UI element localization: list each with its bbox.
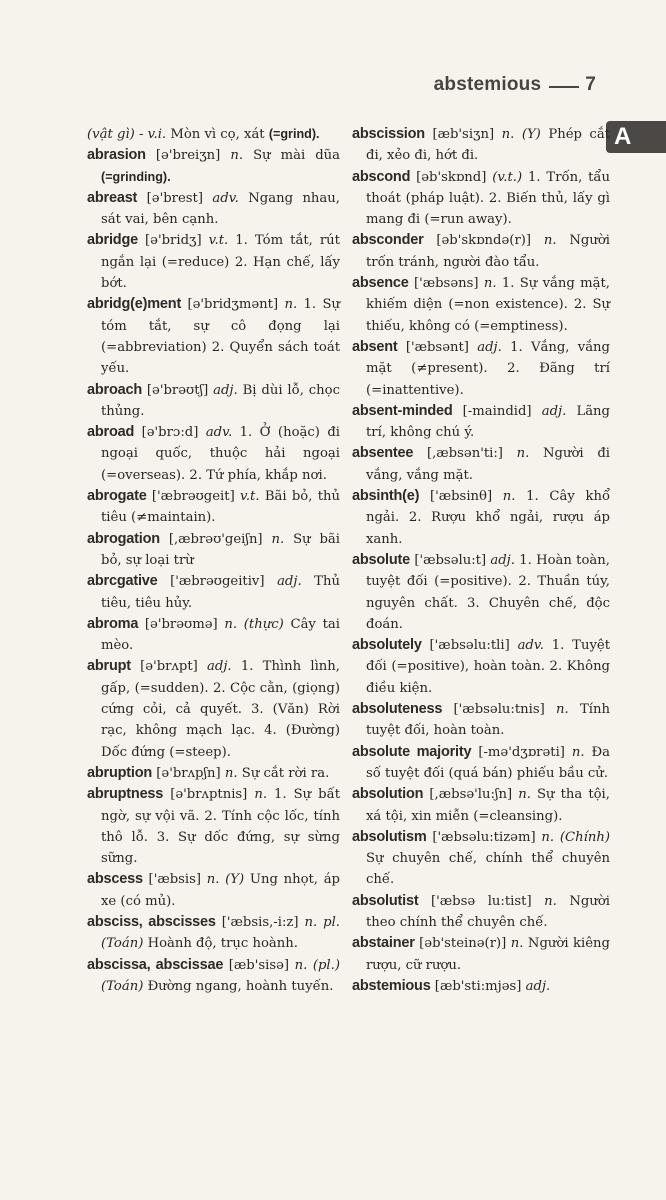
dictionary-entry (352, 891, 610, 934)
letter-tab: A (606, 121, 666, 153)
pronunciation: [ə'brʌpt] (140, 659, 198, 675)
pronunciation: [ə'brʌptnis] (170, 787, 248, 803)
headword: abruption (87, 764, 153, 781)
headword: abridg(e)ment (87, 296, 182, 313)
dictionary-entry (87, 422, 340, 486)
headword: abscission (352, 126, 425, 142)
dictionary-entry (352, 742, 610, 785)
dictionary-entry (87, 571, 340, 614)
pronunciation: [ə'brɔ:d] (141, 425, 199, 441)
headword: abstainer (352, 935, 415, 952)
part-of-speech: n. (Chính) (541, 829, 610, 845)
dictionary-entry (87, 486, 340, 529)
pronunciation: ['æbsəns] (413, 276, 479, 292)
dictionary-entry (87, 529, 340, 572)
definition: 1. Sự vắng mặt, khiếm diện (=non existence). 2. Sự thiếu, không có (=emptiness). (366, 276, 610, 334)
headword: abrogate (87, 488, 147, 505)
definition: 1. Trốn, tẩu thoát (pháp luật). 2. Biến thủ, lấy gì mang đi (=run away). (366, 169, 610, 228)
headword: absolution (352, 786, 424, 803)
dictionary-entry (352, 784, 610, 827)
definition: Lãng trí, không chú ý. (366, 403, 610, 441)
headword: abstemious (352, 977, 431, 994)
part-of-speech: n. (516, 446, 530, 462)
pronunciation: [-mə'dʒɒrəti] (478, 744, 565, 760)
headword: absence (352, 275, 409, 292)
dictionary-entry (87, 784, 340, 869)
part-of-speech: n. (thực) (224, 616, 284, 632)
part-of-speech: adj. (490, 552, 515, 568)
definition: 1. Vắng, vắng mặt (≠present). 2. Đãng trí (=inattentive). (366, 339, 610, 398)
pronunciation: ['æbsəlu:tnis] (453, 702, 545, 718)
page-header (434, 74, 596, 96)
dictionary-entry (87, 912, 340, 955)
dictionary-entry (352, 486, 610, 550)
headword: absciss, abscisses (87, 913, 216, 930)
dictionary-entry (87, 955, 340, 998)
part-of-speech: n. (544, 893, 557, 909)
definition: Người kiêng rượu, cữ rượu. (366, 936, 610, 973)
headword: abrogation (87, 530, 160, 547)
pronunciation: [ə'bridʒmənt] (187, 297, 279, 313)
headword: absolutist (352, 892, 419, 909)
part-of-speech: n. (230, 148, 244, 164)
part-of-speech: n. (510, 936, 524, 952)
dictionary-entry (87, 656, 340, 762)
headword: abscess (87, 871, 143, 888)
dictionary-entry (87, 869, 340, 912)
pronunciation: [əb'steinə(r)] (419, 936, 507, 952)
pronunciation: [æb'sti:mjəs] (434, 978, 522, 994)
part-of-speech: n. (571, 744, 585, 760)
cross-reference: (=grinding). (101, 169, 171, 184)
part-of-speech: n. (556, 702, 569, 718)
pronunciation: [æb'siʒn] (432, 127, 495, 142)
dictionary-entry (87, 145, 340, 188)
headword: absolute majority (352, 743, 472, 760)
pronunciation: [,æbrəʊ'geiʃn] (168, 531, 263, 547)
part-of-speech: adv. (205, 425, 233, 441)
dictionary-entry (352, 167, 610, 231)
part-of-speech: adj. (525, 978, 551, 994)
pronunciation: ['æbsinθ] (429, 489, 493, 505)
dictionary-entry (352, 699, 610, 742)
definition: Thủ tiêu, tiêu hủy. (101, 574, 340, 611)
part-of-speech: n. (483, 276, 497, 292)
headword: absolute (352, 551, 411, 568)
definition: 1. Cây khổ ngải. 2. Rượu khổ ngải, rượu áp xanh. (366, 489, 611, 547)
dictionary-entry (352, 337, 610, 401)
definition: Phép cắt đi, xẻo đi, hớt đi. (366, 127, 610, 164)
pronunciation: ['æbsəlu:tizəm] (432, 829, 536, 845)
definition: Đa số tuyệt đối (quá bán) phiếu bầu cử. (366, 744, 610, 781)
pronunciation: [ə'brʌpʃn] (156, 765, 221, 781)
part-of-speech: n. (224, 765, 238, 781)
headword: abscond (352, 168, 411, 185)
headword: absinth(e) (352, 488, 420, 505)
part-of-speech: adv. (212, 190, 239, 206)
definition: Tính tuyệt đối, hoàn toàn. (366, 702, 610, 739)
part-of-speech: adj. (213, 382, 238, 398)
definition: Người đi vắng, vắng mặt. (366, 446, 610, 483)
definition: 1. Tuyệt đối (=positive), hoàn toàn. 2. Không điều kiện. (366, 638, 610, 696)
pronunciation: ['æbrəʊgeitiv] (170, 574, 265, 590)
definition: Sự chuyên chế, chính thể chuyên chế. (366, 851, 610, 888)
part-of-speech: n. (Y) (501, 127, 541, 142)
headword: abreast (87, 189, 138, 206)
dictionary-entry (352, 827, 610, 891)
part-of-speech: n. (284, 297, 298, 313)
dictionary-entry (352, 401, 610, 444)
pronunciation: ['æbrəʊgeit] (151, 489, 235, 505)
headword: abroach (87, 381, 143, 398)
part-of-speech: adj. (277, 574, 302, 590)
pronunciation: [ə'bridʒ] (145, 233, 202, 249)
definition: Cây tai mèo. (101, 616, 340, 654)
dictionary-entry (352, 976, 610, 997)
pronunciation: [ə'brəʊtʃ] (146, 382, 209, 398)
part-of-speech: adj. (477, 339, 502, 355)
part-of-speech: adj. (541, 403, 567, 419)
headword: abruptness (87, 786, 164, 803)
dictionary-entry (352, 273, 610, 337)
dictionary-entry (87, 763, 340, 784)
part-of-speech: adv. (517, 638, 544, 654)
part-of-speech: v.t. (208, 233, 229, 249)
definition: Ung nhọt, áp xe (có mủ). (101, 872, 340, 909)
dictionary-entry (352, 124, 610, 167)
part-of-speech: adj. (207, 659, 232, 675)
definition: Hoành độ, trục hoành. (147, 936, 298, 952)
pronunciation: [ə'brəʊmə] (144, 616, 218, 632)
pronunciation: ['æbsis,-i:z] (221, 914, 299, 930)
header-separator (549, 86, 579, 88)
headword: absolutely (352, 637, 422, 654)
part-of-speech: - v.i. (138, 127, 167, 142)
definition: 1. Thình lình, gấp, (=sudden). 2. Cộc cằn, (giọng) cứng cỏi, cả quyết. 3. (Văn) Rời rạc, không mạch lạc. 4. (Đường) Dốc đứng (=steep). (101, 659, 340, 760)
part-of-speech: v.t. (239, 489, 260, 505)
definition: Ngang nhau, sát vai, bên cạnh. (101, 190, 340, 228)
definition: 1. Ở (hoặc) đi ngoại quốc, thuộc hải ngoại (=overseas). 2. Tứ phía, khắp nơi. (101, 425, 340, 483)
definition: Bãi bỏ, thủ tiêu (≠maintain). (101, 489, 340, 526)
headword: abroma (87, 615, 139, 632)
definition: Bị dùi lỗ, chọc thủng. (101, 382, 340, 419)
pronunciation: ['æbsis] (148, 872, 202, 888)
headword: abrupt (87, 658, 131, 675)
part-of-speech: n. (271, 531, 285, 547)
header-guide-word: abstemious (433, 74, 542, 95)
definition: 1. Tóm tắt, rút ngắn lại (=reduce) 2. Hạn chế, lấy bớt. (101, 233, 340, 292)
definition: Đường ngang, hoành tuyến. (147, 978, 334, 994)
definition: Người theo chính thể chuyên chế. (366, 893, 610, 930)
definition: 1. Sự bất ngờ, sự vội vã. 2. Tính cộc lốc, tính thô lỗ. 3. Sự dốc đứng, sự sừng sững. (101, 787, 340, 867)
definition: Sự tha tội, xá tội, xin miễn (=cleansing). (366, 787, 610, 824)
pronunciation: [ə'breiʒn] (155, 148, 221, 164)
part-of-speech: n. pl. (Toán) (101, 914, 340, 952)
headword: abridge (87, 232, 138, 249)
pronunciation: [,æbsə'lu:ʃn] (429, 787, 513, 803)
part-of-speech: n. (254, 787, 268, 803)
pronunciation: [əb'skɒndə(r)] (436, 233, 532, 249)
headword: absent (352, 338, 398, 355)
headword: absoluteness (352, 701, 443, 718)
part-of-speech: n. (543, 233, 557, 249)
dictionary-entry (352, 230, 610, 273)
headword: abroad (87, 424, 135, 441)
definition: 1. Hoàn toàn, tuyệt đối (=positive). 2. Thuần túy, nguyên chất. 3. Chuyên chế, độc đoán. (366, 552, 610, 632)
pronunciation: ['æbsə lu:tist] (431, 893, 532, 909)
pronunciation: [æb'sisə] (228, 957, 290, 973)
pronunciation: [ə'brest] (146, 190, 203, 206)
pronunciation: [,æbsən'ti:] (426, 446, 503, 462)
headword: abscissa, abscissae (87, 956, 224, 973)
headword: absent-minded (352, 402, 453, 419)
cross-reference: (=grind). (268, 127, 320, 141)
headword: absconder (352, 232, 424, 249)
part-of-speech: (v.t.) (492, 169, 523, 185)
dictionary-entry (87, 294, 340, 379)
headword: abrasion (87, 147, 146, 164)
headword: absolutism (352, 828, 427, 845)
part-of-speech: n. (Y) (206, 872, 245, 888)
headword: absentee (352, 445, 414, 462)
headword: abrcgative (87, 573, 158, 590)
definition: 1. Sự tóm tắt, sự cô đọng lại (=abbreviation) 2. Quyển sách toát yếu. (101, 297, 340, 377)
dictionary-entry (87, 380, 340, 423)
part-of-speech: n. (pl.) (Toán) (101, 957, 340, 994)
definition: Sự cắt rời ra. (241, 765, 330, 781)
definition: Người trốn tránh, người đào tẩu. (366, 233, 610, 270)
part-of-speech: n. (502, 489, 516, 505)
dictionary-entry (352, 550, 610, 635)
dictionary-entry (87, 614, 340, 657)
pronunciation: [-maindid] (462, 403, 532, 419)
definition: Sự bãi bỏ, sự loại trừ (101, 531, 340, 568)
usage-note: (vật gì) (87, 127, 135, 142)
dictionary-entry (352, 635, 610, 699)
part-of-speech: n. (518, 787, 531, 803)
dictionary-entry (352, 933, 610, 976)
definition: Sự mài dũa (253, 148, 341, 164)
pronunciation: ['æbsəlu:t] (414, 552, 487, 568)
dictionary-entry (87, 230, 340, 294)
definition: Mòn vì cọ, xát (170, 127, 265, 142)
page-number: 7 (585, 74, 596, 95)
dictionary-entry (352, 443, 610, 486)
pronunciation: [əb'skɒnd] (416, 169, 487, 185)
dictionary-entry (87, 188, 340, 231)
right-column (352, 124, 610, 997)
pronunciation: ['æbsənt] (405, 339, 469, 355)
dictionary-entry (87, 124, 340, 145)
left-column (87, 124, 340, 997)
pronunciation: ['æbsəlu:tli] (429, 638, 510, 654)
